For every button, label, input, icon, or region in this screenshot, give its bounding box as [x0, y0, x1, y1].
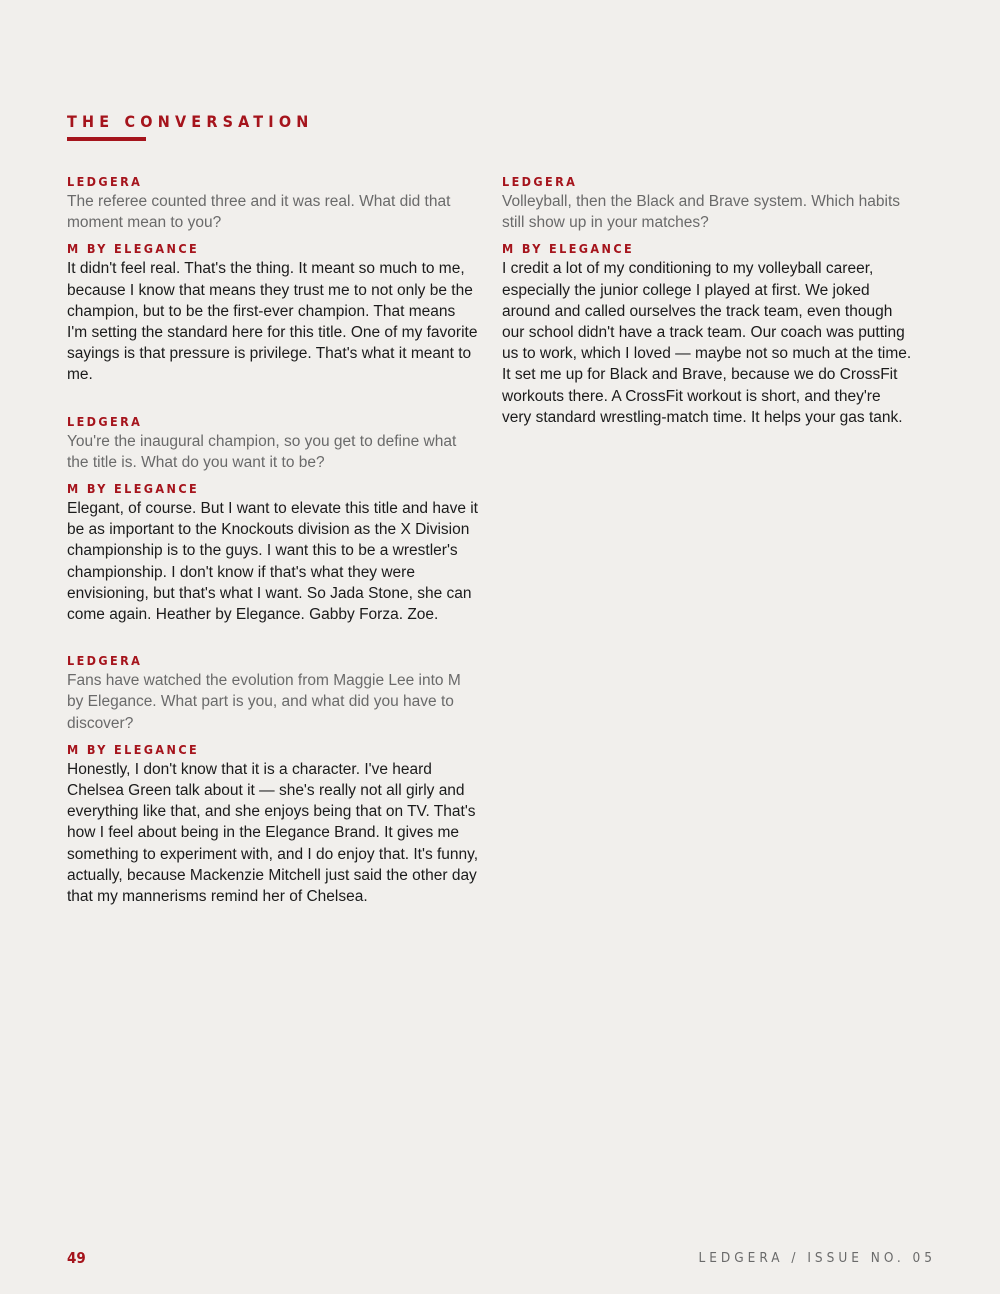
answer-text: It didn't feel real. That's the thing. It meant so much to me, because I know that means they trust me to not only be the champion, but to be the first-ever champion. That means I'm setting the standard here for this title. One of my favorite sayings is that pressure is privilege. That's what it meant to me. — [67, 260, 478, 384]
running-footer: LEDGERA / ISSUE NO. 05 — [698, 1250, 936, 1266]
section-rule — [67, 137, 146, 141]
question-speaker: LEDGERA — [67, 413, 143, 429]
question-text: The referee counted three and it was real. What did that moment mean to you? — [67, 193, 451, 232]
section-label: THE CONVERSATION — [67, 112, 314, 131]
right-column — [502, 174, 912, 456]
qa-block — [67, 653, 479, 907]
left-column — [67, 174, 479, 935]
answer-speaker: M BY ELEGANCE — [67, 481, 200, 497]
answer-speaker: M BY ELEGANCE — [67, 241, 200, 257]
question-text: You're the inaugural champion, so you get to define what the title is. What do you want it to be? — [67, 432, 457, 471]
answer-text: Elegant, of course. But I want to elevate this title and have it be as important to the Knockouts division as the X Division championship is to the guys. I want this to be a wrestler's championship. I don't know if that's what they were envisioning, but that's what I want. So Jada Stone, she can come again. Heather by Elegance. Gabby Forza. Zoe. — [67, 500, 478, 624]
qa-block — [67, 414, 479, 626]
answer-speaker: M BY ELEGANCE — [67, 741, 200, 757]
answer-text: I credit a lot of my conditioning to my volleyball career, especially the junior college I played at first. We joked around and called ourselves the track team, even though our school didn't have a track team. Our coach was putting us to work, which I loved — maybe not so much at the time. It set me up for Black and Brave, because we do CrossFit workouts there. A CrossFit workout is short, and they're very standard wrestling-match time. It helps your gas tank. — [502, 260, 912, 426]
question-text: Volleyball, then the Black and Brave system. Which habits still show up in your matches? — [502, 193, 901, 232]
question-speaker: LEDGERA — [67, 653, 143, 669]
question-speaker: LEDGERA — [67, 174, 143, 189]
answer-speaker: M BY ELEGANCE — [502, 241, 635, 257]
question-text: Fans have watched the evolution from Maggie Lee into M by Elegance. What part is you, and what did you have to discover? — [67, 672, 461, 732]
page-number: 49 — [67, 1249, 86, 1267]
qa-block — [502, 174, 912, 428]
question-speaker: LEDGERA — [502, 174, 578, 189]
qa-block — [67, 174, 479, 386]
answer-text: Honestly, I don't know that it is a character. I've heard Chelsea Green talk about it — she's really not all girly and everything like that, and she enjoys being that on TV. That's how I feel about being in the Elegance Brand. It gives me something to experiment with, and I do enjoy that. It's funny, actually, because Mackenzie Mitchell just said the other day that my mannerisms remind her of Chelsea. — [67, 760, 479, 906]
